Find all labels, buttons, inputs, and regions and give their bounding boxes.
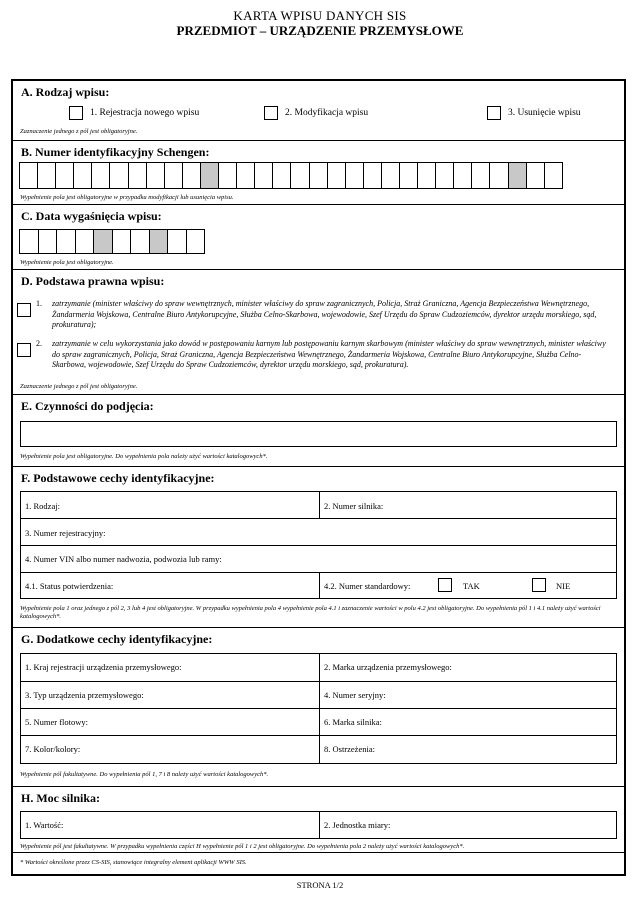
column-divider bbox=[319, 573, 320, 599]
id-cell[interactable] bbox=[254, 162, 273, 189]
date-separator-cell bbox=[93, 229, 113, 254]
section-b-title: B. Numer identyfikacyjny Schengen: bbox=[21, 145, 210, 159]
section-d bbox=[13, 270, 624, 395]
id-cell[interactable] bbox=[453, 162, 472, 189]
new-entry-label: 1. Rejestracja nowego wpisu bbox=[90, 108, 200, 118]
engine-power-table bbox=[20, 811, 617, 839]
id-cell[interactable] bbox=[164, 162, 183, 189]
section-b-note: Wypełnienie pola jest obligatoryjne w przypadku modyfikacji lub usunięcia wpisu. bbox=[20, 194, 234, 201]
expiry-date-cells[interactable] bbox=[20, 229, 205, 254]
row-status bbox=[21, 573, 616, 599]
id-cell[interactable] bbox=[381, 162, 400, 189]
date-separator-cell bbox=[149, 229, 169, 254]
section-e bbox=[13, 395, 624, 467]
section-h-note: Wypełnienie pól jest fakultatywne. W przypadku wypełnienia części H wypełnienie pól 1 i 2 jest obligatoryjne. Do wypełnienia pola 2 należy użyć wartości katalogowych*. bbox=[20, 843, 465, 850]
actions-field[interactable] bbox=[20, 421, 617, 447]
row-color-warnings bbox=[21, 736, 616, 763]
id-cell[interactable] bbox=[399, 162, 418, 189]
device-type-field[interactable]: 3. Typ urządzenia przemysłowego: bbox=[25, 690, 144, 700]
id-cell-shaded bbox=[508, 162, 527, 189]
nie-label: NIE bbox=[556, 581, 571, 591]
registration-number-field[interactable]: 3. Numer rejestracyjny: bbox=[25, 528, 106, 538]
section-d-title: D. Podstawa prawna wpisu: bbox=[21, 274, 165, 288]
id-cell[interactable] bbox=[544, 162, 563, 189]
id-cell[interactable] bbox=[290, 162, 309, 189]
date-cell[interactable] bbox=[19, 229, 39, 254]
id-cell[interactable] bbox=[435, 162, 454, 189]
row-vin bbox=[21, 546, 616, 573]
id-cell[interactable] bbox=[128, 162, 147, 189]
additional-features-table bbox=[20, 653, 617, 764]
section-f-note: Wypełnienie pola 1 oraz jednego z pól 2, 3 lub 4 jest obligatoryjne. W przypadku wypełnienia pola 4 wypełnienie pola 4.1 i zaznaczenie wartości w polu 4.2 jest obligatoryjne. Do wypełnienia pól 1 i 4.1 należy użyć wartości katalogowych*. bbox=[20, 605, 601, 620]
id-cell[interactable] bbox=[109, 162, 128, 189]
delete-entry-label: 3. Usunięcie wpisu bbox=[508, 108, 581, 118]
standard-number-label: 4.2. Numer standardowy: bbox=[324, 581, 411, 591]
color-field[interactable]: 7. Kolor/kolory: bbox=[25, 744, 81, 754]
date-cell[interactable] bbox=[56, 229, 76, 254]
section-g bbox=[13, 628, 624, 787]
basic-features-table bbox=[20, 491, 617, 599]
power-value-field[interactable]: 1. Wartość: bbox=[25, 820, 64, 830]
section-h-title: H. Moc silnika: bbox=[21, 791, 101, 805]
confirmation-status-field[interactable]: 4.1. Status potwierdzenia: bbox=[25, 581, 114, 591]
form-title: KARTA WPISU DANYCH SIS bbox=[233, 8, 407, 23]
modify-entry-checkbox[interactable] bbox=[264, 106, 278, 120]
id-cell[interactable] bbox=[146, 162, 165, 189]
row-fleet-engine bbox=[21, 709, 616, 736]
id-cell[interactable] bbox=[272, 162, 291, 189]
section-c-title: C. Data wygaśnięcia wpisu: bbox=[21, 209, 162, 223]
section-b bbox=[13, 141, 624, 205]
id-cell-shaded bbox=[200, 162, 219, 189]
legal-basis-1-checkbox[interactable] bbox=[17, 303, 31, 317]
id-cell[interactable] bbox=[309, 162, 328, 189]
row-type-serial bbox=[21, 682, 616, 709]
form-subtitle: PRZEDMIOT – URZĄDZENIE PRZEMYSŁOWE bbox=[176, 23, 464, 38]
row-registration bbox=[21, 519, 616, 546]
id-cell[interactable] bbox=[37, 162, 56, 189]
id-cell[interactable] bbox=[182, 162, 201, 189]
fleet-number-field[interactable]: 5. Numer flotowy: bbox=[25, 717, 89, 727]
date-cell[interactable] bbox=[186, 229, 206, 254]
modify-entry-label: 2. Modyfikacja wpisu bbox=[285, 108, 369, 118]
footnote-section bbox=[13, 853, 624, 874]
serial-number-field[interactable]: 4. Numer seryjny: bbox=[324, 690, 386, 700]
legal-basis-1-text bbox=[36, 299, 612, 331]
schengen-id-cells[interactable] bbox=[20, 162, 563, 189]
section-a bbox=[13, 81, 624, 141]
id-cell[interactable] bbox=[417, 162, 436, 189]
section-g-title: G. Dodatkowe cechy identyfikacyjne: bbox=[21, 632, 213, 646]
legal-basis-2-text bbox=[36, 339, 612, 371]
delete-entry-checkbox[interactable] bbox=[487, 106, 501, 120]
id-cell[interactable] bbox=[489, 162, 508, 189]
id-cell[interactable] bbox=[526, 162, 545, 189]
legal-basis-2-number: 2. bbox=[36, 339, 42, 348]
id-cell[interactable] bbox=[345, 162, 364, 189]
page-number: STRONA 1/2 bbox=[296, 880, 344, 890]
section-e-note: Wypełnienie pola jest obligatoryjne. Do wypełnienia pola należy użyć wartości katalogowych*. bbox=[20, 453, 268, 460]
id-cell[interactable] bbox=[236, 162, 255, 189]
id-cell[interactable] bbox=[19, 162, 38, 189]
tak-checkbox[interactable] bbox=[438, 578, 452, 592]
date-cell[interactable] bbox=[75, 229, 95, 254]
id-cell[interactable] bbox=[363, 162, 382, 189]
id-cell[interactable] bbox=[91, 162, 110, 189]
id-cell[interactable] bbox=[327, 162, 346, 189]
section-a-title: A. Rodzaj wpisu: bbox=[21, 85, 110, 99]
id-cell[interactable] bbox=[55, 162, 74, 189]
id-cell[interactable] bbox=[218, 162, 237, 189]
legal-basis-1-number: 1. bbox=[36, 299, 42, 308]
id-cell[interactable] bbox=[471, 162, 490, 189]
section-a-note: Zaznaczenie jednego z pól jest obligatoryjne. bbox=[20, 128, 138, 135]
nie-checkbox[interactable] bbox=[532, 578, 546, 592]
date-cell[interactable] bbox=[130, 229, 150, 254]
legal-basis-2-checkbox[interactable] bbox=[17, 343, 31, 357]
new-entry-checkbox[interactable] bbox=[69, 106, 83, 120]
device-brand-field[interactable]: 2. Marka urządzenia przemysłowego: bbox=[324, 662, 452, 672]
power-unit-field[interactable]: 2. Jednostka miary: bbox=[324, 820, 391, 830]
section-e-title: E. Czynności do podjęcia: bbox=[21, 399, 154, 413]
column-divider bbox=[319, 492, 320, 518]
section-c-note: Wypełnienie pola jest obligatoryjne. bbox=[20, 259, 114, 266]
date-cell[interactable] bbox=[112, 229, 132, 254]
section-f bbox=[13, 467, 624, 628]
row-type-engine bbox=[21, 492, 616, 519]
legal-basis-2-desc: zatrzymanie w celu wykorzystania jako dowód w postępowaniu karnym lub postępowaniu karnym skarbowym (minister właściwy do spraw wewnętrznych, minister właściwy do spraw zagranicznych, Policja, Straż Graniczna, Agencja Bezpieczeństwa Wewnętrznego, Żandarmeria Wojskowa, Centralne Biuro Antykorupcyjne, Służba Celno-Skarbowa, wojewodowie, Szef Urzędu do Spraw Cudzoziemców, dyrektor urzędu morskiego, sąd, prokuratura). bbox=[52, 339, 606, 369]
date-cell[interactable] bbox=[38, 229, 58, 254]
type-field[interactable]: 1. Rodzaj: bbox=[25, 501, 60, 511]
registration-country-field[interactable]: 1. Kraj rejestracji urządzenia przemysłowego: bbox=[25, 662, 182, 672]
warnings-field[interactable]: 8. Ostrzeżenia: bbox=[324, 744, 375, 754]
engine-number-field[interactable]: 2. Numer silnika: bbox=[324, 501, 384, 511]
section-g-note: Wypełnienie pól fakultatywne. Do wypełnienia pól 1, 7 i 8 należy użyć wartości katalogowych*. bbox=[20, 771, 269, 778]
row-country-brand bbox=[21, 654, 616, 682]
section-f-title: F. Podstawowe cechy identyfikacyjne: bbox=[21, 471, 215, 485]
section-h bbox=[13, 787, 624, 853]
footnote: * Wartości określone przez CS-SIS, stanowiące integralny element aplikacji WWW SIS. bbox=[20, 859, 247, 866]
engine-brand-field[interactable]: 6. Marka silnika: bbox=[324, 717, 382, 727]
section-d-note: Zaznaczenie jednego z pól jest obligatoryjne. bbox=[20, 383, 138, 390]
section-c bbox=[13, 205, 624, 270]
form-frame bbox=[11, 79, 626, 876]
date-cell[interactable] bbox=[167, 229, 187, 254]
legal-basis-1-desc: zatrzymanie (minister właściwy do spraw wewnętrznych, minister właściwy do spraw zagranicznych, Policja, Straż Graniczna, Agencja Bezpieczeństwa Wewnętrznego, Żandarmeria Wojskowa, Centralne Biuro Antykorupcyjne, Służba Celno-Skarbowa, wojewodowie, Szef Urzędu do Spraw Cudzoziemców, dyrektor urzędu morskiego, sąd, prokuratura); bbox=[52, 299, 597, 329]
vin-field[interactable]: 4. Numer VIN albo numer nadwozia, podwozia lub ramy: bbox=[25, 554, 222, 564]
id-cell[interactable] bbox=[73, 162, 92, 189]
tak-label: TAK bbox=[463, 581, 480, 591]
column-divider bbox=[319, 812, 320, 838]
